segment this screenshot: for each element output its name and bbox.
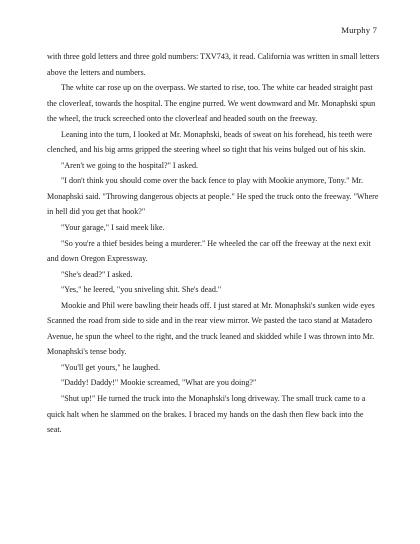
story-body [47, 49, 380, 438]
paragraph: with three gold letters and three gold numbers: TXV743, it read. California was written in small letters above the letters and numbers. [47, 52, 380, 77]
paragraph: "She's dead?" I asked. [61, 269, 133, 279]
paragraph: "Daddy! Daddy!" Mookie screamed, "What are you doing?" [61, 378, 257, 388]
paragraph: Leaning into the turn, I looked at Mr. Monaphski, beads of sweat on his forehead, his teeth were clenched, and his big arms gripped the steering wheel so tight that his veins bulged out of his skin. [47, 129, 373, 155]
paragraph: "Your garage," I said meek like. [61, 223, 165, 233]
paragraph: The white car rose up on the overpass. We started to rise, too. The white car headed straight past the cloverleaf, towards the hospital. The engine purred. We went downward and Mr. Monaphski spun the wheel, the truck screeched onto the cloverleaf and headed south on the freeway. [47, 83, 376, 124]
paragraph: "So you're a thief besides being a murderer." He wheeled the car off the freeway at the next exit and down Oregon Expressway. [47, 238, 371, 264]
running-head: Murphy 7 [341, 25, 377, 35]
paragraph: "I don't think you should come over the back fence to play with Mookie anymore, Tony." Mr. Monaphski said. "Throwing dangerous objects at people." He sped the truck onto the freeway. "Where in hell did you get that hook?" [47, 176, 379, 217]
paragraph: Mookie and Phil were bawling their heads off. I just stared at Mr. Monaphski's sunken wide eyes Scanned the road from side to side and in the rear view mirror. We pasted the taco stand at Matadero Avenue, he spun the wheel to the right, and the truck leaned and skidded while I was thrown into Mr. Monaphski's tense body. [47, 300, 375, 357]
paragraph: "Shut up!" He turned the truck into the Monaphski's long driveway. The small truck came to a quick halt when he slammed on the brakes. I braced my hands on the dash then flew back into the seat. [47, 394, 366, 435]
paragraph: "Yes," he leered, "you sniveling shit. She's dead." [61, 285, 222, 295]
paragraph: "Aren't we going to the hospital?" I asked. [61, 160, 199, 170]
paragraph: "You'll get yours," he laughed. [61, 362, 160, 372]
